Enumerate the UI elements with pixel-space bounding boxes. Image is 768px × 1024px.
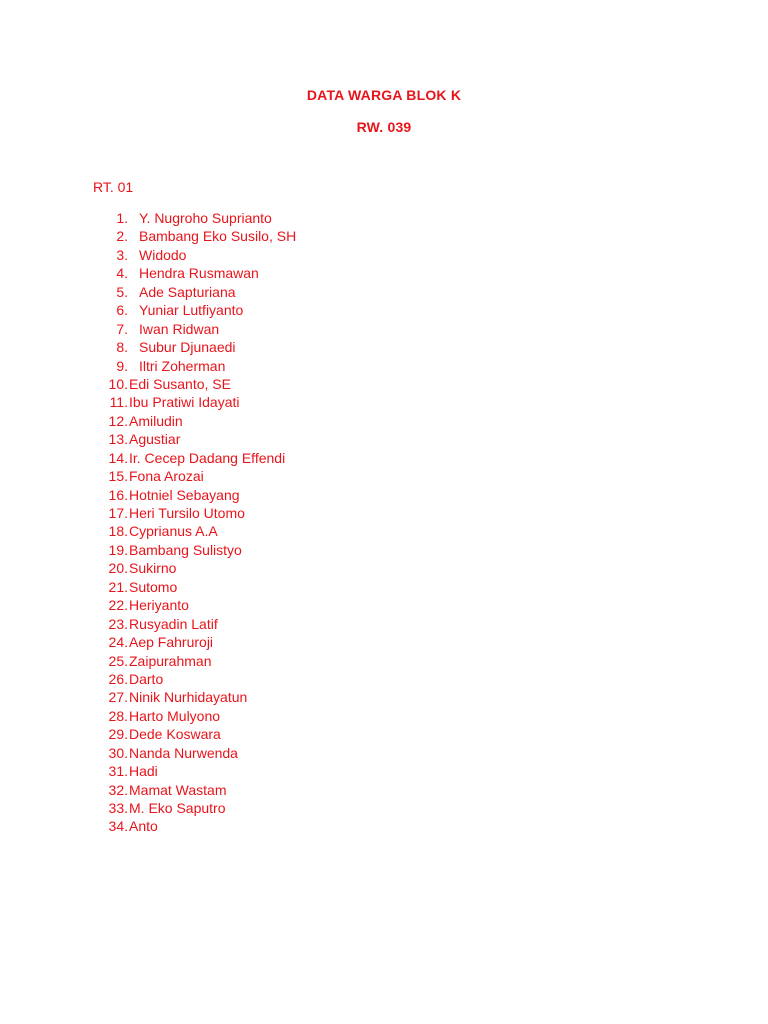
list-item-number: 25. (108, 652, 128, 669)
list-item-number-wrap (68, 486, 128, 504)
list-item-number-wrap (68, 338, 128, 356)
list-item-number: 8. (116, 339, 128, 356)
list-item-number-wrap (68, 522, 128, 540)
list-item-name: Amiludin (129, 412, 183, 429)
list-item-number: 24. (108, 634, 128, 651)
list-item-number-wrap (68, 393, 128, 411)
list-item-name: Darto (129, 670, 164, 687)
list-item-number-wrap (68, 209, 128, 227)
list-item-number-wrap (68, 781, 128, 799)
list-item-number-wrap (68, 670, 128, 688)
list-item-number: 7. (116, 320, 128, 337)
list-item-number: 34. (108, 818, 128, 835)
list-item-number-wrap (68, 799, 128, 817)
list-item-number: 13. (108, 431, 128, 448)
list-item-name: Hadi (129, 763, 158, 780)
list-item-number: 30. (108, 744, 128, 761)
list-item-number: 17. (108, 505, 128, 521)
list-item-name: Cyprianus A.A (129, 523, 218, 540)
list-item-number-wrap (68, 283, 128, 301)
list-item-name: Bambang Eko Susilo, SH (139, 228, 297, 245)
list-item-name: Iltri Zoherman (139, 357, 226, 374)
list-item-name: Zaipurahman (129, 652, 212, 669)
list-item-name: Ade Sapturiana (139, 283, 236, 300)
list-item-name: Nanda Nurwenda (129, 744, 238, 761)
list-item-name: Mamat Wastam (129, 781, 227, 798)
list-item-name: Hotniel Sebayang (129, 486, 240, 503)
list-item-number: 12. (108, 412, 128, 429)
list-item-number: 32. (108, 781, 128, 798)
list-item-name: Ninik Nurhidayatun (129, 689, 248, 706)
list-item-number: 22. (108, 597, 128, 614)
list-item-number: 26. (108, 670, 128, 687)
list-item-name: Hendra Rusmawan (139, 265, 259, 282)
list-item-number: 14. (108, 449, 128, 466)
list-item-number: 23. (108, 615, 128, 632)
list-item-number-wrap (68, 375, 128, 393)
document-title: DATA WARGA BLOK K (306, 87, 462, 103)
list-item-number-wrap (68, 320, 128, 338)
list-item-name: Rusyadin Latif (129, 615, 218, 632)
list-item-number: 3. (116, 246, 128, 263)
list-item-name: Ibu Pratiwi Idayati (129, 394, 240, 411)
list-item-name: Heri Tursilo Utomo (129, 505, 245, 521)
list-item-name: Agustiar (129, 431, 181, 448)
list-item-number-wrap (68, 246, 128, 264)
list-item-number: 1. (116, 210, 128, 226)
list-item-number-wrap (68, 504, 128, 522)
list-item-number: 33. (108, 800, 128, 816)
list-item-number-wrap (68, 725, 128, 743)
list-item-number: 19. (108, 541, 128, 558)
list-item-number-wrap (68, 467, 128, 485)
list-item-number: 27. (108, 689, 128, 706)
list-item-number-wrap (68, 449, 128, 467)
list-item-number: 29. (108, 726, 128, 743)
list-item-number-wrap (68, 357, 128, 375)
list-item-number: 31. (108, 763, 128, 780)
list-item-number-wrap (68, 541, 128, 559)
list-item-name: Sutomo (129, 578, 178, 595)
list-item-number-wrap (68, 615, 128, 633)
list-item-number-wrap (68, 412, 128, 430)
list-item-number-wrap (68, 596, 128, 614)
list-item-number-wrap (68, 301, 128, 319)
list-item-name: M. Eko Saputro (129, 800, 226, 816)
list-item-number: 10. (108, 375, 128, 392)
list-item-name: Bambang Sulistyo (129, 541, 242, 558)
document-subtitle: RW. 039 (356, 119, 412, 135)
list-item-number: 4. (116, 265, 128, 282)
list-item-name: Yuniar Lutfiyanto (139, 302, 244, 319)
list-item-number: 16. (108, 486, 128, 503)
list-item-name: Subur Djunaedi (139, 339, 236, 356)
list-item-name: Heriyanto (129, 597, 189, 614)
list-item-name: Harto Mulyono (129, 707, 221, 724)
list-item-name: Sukirno (129, 560, 177, 577)
list-item-name: Aep Fahruroji (129, 634, 214, 651)
list-item-number-wrap (68, 762, 128, 780)
list-item-number-wrap (68, 430, 128, 448)
list-item-name: Edi Susanto, SE (129, 375, 231, 392)
list-item-number-wrap (68, 707, 128, 725)
list-item-number-wrap (68, 688, 128, 706)
list-item-number: 11. (109, 394, 128, 411)
list-item-number: 21. (108, 578, 128, 595)
section-label: RT. 01 (93, 179, 134, 195)
list-item-number-wrap (68, 227, 128, 245)
list-item-number: 28. (108, 707, 128, 724)
list-item-number: 15. (108, 468, 128, 485)
list-item-number: 5. (116, 283, 128, 300)
list-item-name: Dede Koswara (129, 726, 221, 743)
list-item-number-wrap (68, 817, 128, 835)
list-item-number: 6. (116, 302, 128, 319)
list-item-name: Y. Nugroho Suprianto (139, 210, 272, 226)
list-item-name: Widodo (139, 246, 187, 263)
list-item-number-wrap (68, 578, 128, 596)
list-item-number: 9. (116, 357, 128, 374)
list-item-number-wrap (68, 559, 128, 577)
list-item-number: 18. (108, 523, 128, 540)
list-item-number-wrap (68, 264, 128, 282)
list-item-name: Iwan Ridwan (139, 320, 220, 337)
list-item-number-wrap (68, 652, 128, 670)
list-item-number: 2. (116, 228, 128, 245)
list-item-number-wrap (68, 744, 128, 762)
list-item-name: Fona Arozai (129, 468, 204, 485)
list-item-number: 20. (108, 560, 128, 577)
list-item-name: Anto (129, 818, 158, 835)
list-item-name: Ir. Cecep Dadang Effendi (129, 449, 286, 466)
list-item-number-wrap (68, 633, 128, 651)
